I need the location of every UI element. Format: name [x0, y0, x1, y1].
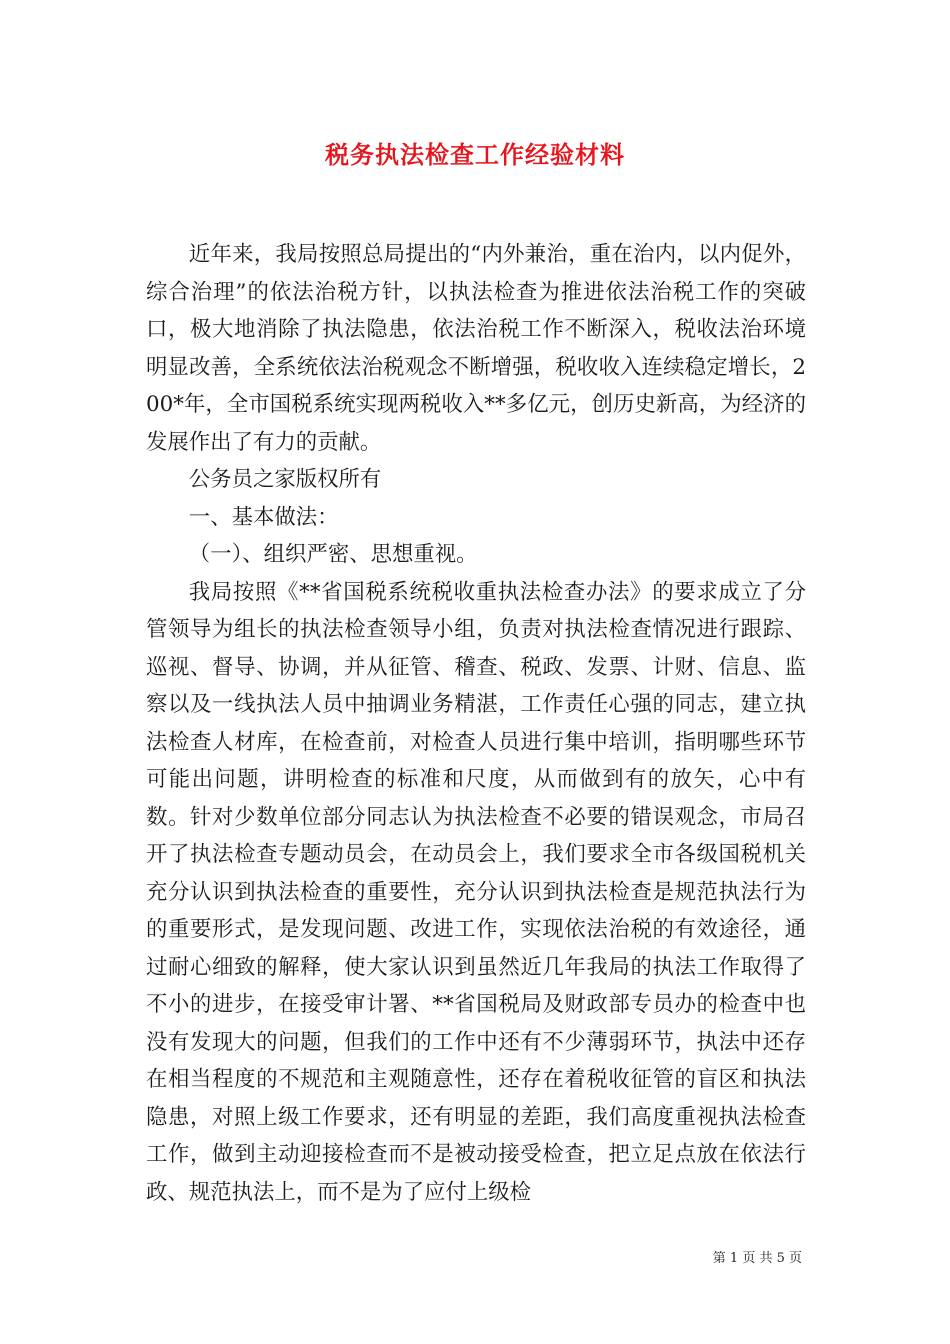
paragraph-intro: 近年来，我局按照总局提出的“内外兼治，重在治内，以内促外，综合治理”的依法治税方针，以执法检查为推进依法治税工作的突破口，极大地消除了执法隐患，依法治税工作不断深入，税收法治环境明显改善，全系统依法治税观念不断增强，税收收入连续稳定增长，200*年，全市国税系统实现两税收入**多亿元，创历史新高，为经济的发展作出了有力的贡献。 — [146, 242, 806, 455]
paragraph-body: 我局按照《**省国税系统税收重执法检查办法》的要求成立了分管领导为组长的执法检查领导小组，负责对执法检查情况进行跟踪、巡视、督导、协调，并从征管、稽查、税政、发票、计财、信息、监察以及一线执法人员中抽调业务精湛，工作责任心强的同志，建立执法检查人材库，在检查前，对检查人员进行集中培训，指明哪些环节可能出问题，讲明检查的标准和尺度，从而做到有的放矢，心中有数。针对少数单位部分同志认为执法检查不必要的错误观念，市局召开了执法检查专题动员会，在动员会上，我们要求全市各级国税机关充分认识到执法检查的重要性，充分认识到执法检查是规范执法行为的重要形式，是发现问题、改进工作，实现依法治税的有效途径，通过耐心细致的解释，使大家认识到虽然近几年我局的执法工作取得了不小的进步，在接受审计署、**省国税局及财政部专员办的检查中也没有发现大的问题，但我们的工作中还有不少薄弱环节，执法中还存在相当程度的不规范和主观随意性，还存在着税收征管的盲区和执法隐患，对照上级工作要求，还有明显的差距，我们高度重视执法检查工作，做到主动迎接检查而不是被动接受检查，把立足点放在依法行政、规范执法上，而不是为了应付上级检 — [146, 579, 806, 1205]
document-title: 税务执法检查工作经验材料 — [325, 140, 625, 169]
subsection-heading: （一）、组织严密、思想重视。 — [188, 542, 478, 567]
section-heading: 一、基本做法： — [188, 504, 339, 530]
document-body — [146, 236, 806, 1211]
page-number: 第 1 页 共 5 页 — [712, 1251, 802, 1266]
paragraph-copyright: 公务员之家版权所有 — [188, 467, 382, 492]
